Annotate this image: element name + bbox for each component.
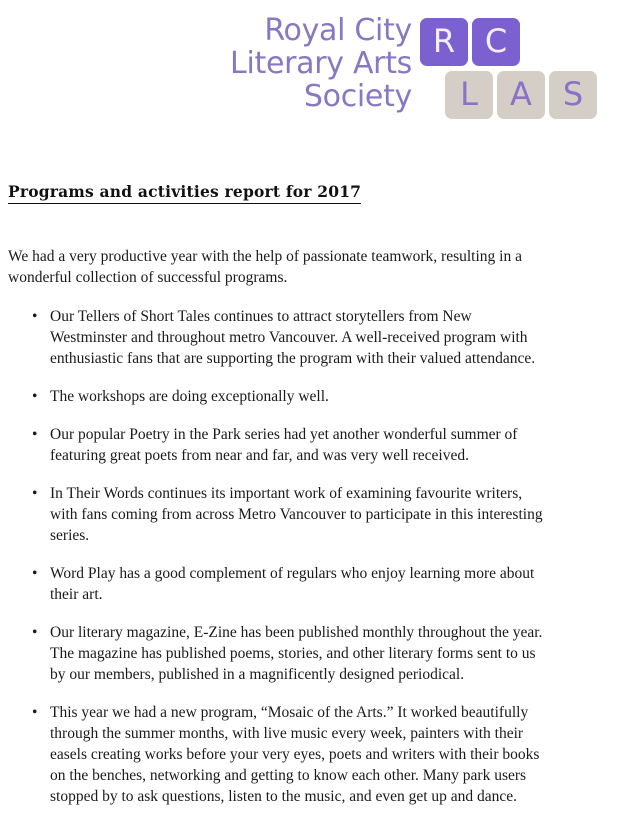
bullet-icon: • — [32, 565, 38, 582]
logo-tile-row-bottom — [445, 71, 605, 121]
list-item-text: Word Play has a good complement of regulars who enjoy learning more about their art. — [50, 565, 535, 603]
bullet-icon: • — [32, 624, 38, 641]
bullet-icon: • — [32, 388, 38, 405]
intro-paragraph: We had a very productive year with the help of passionate teamwork, resulting in a wonderful collection of successful programs. — [8, 248, 522, 286]
list-item-text: Our literary magazine, E-Zine has been published monthly throughout the year. The magazine has published poems, stories, and other literary forms sent to us by our members, published in a magnificently designed periodical. — [50, 624, 543, 683]
logo-tile-s: S — [549, 71, 597, 119]
logo-tile-grid — [420, 18, 605, 123]
list-item-text: In Their Words continues its important work of examining favourite writers, with fans coming from across Metro Vancouver to participate in this interesting series. — [50, 485, 543, 544]
document-body — [0, 140, 612, 807]
list-item-text: Our popular Poetry in the Park series had yet another wonderful summer of featuring great poets from near and far, and was very well received. — [50, 426, 518, 464]
list-item-text: This year we had a new program, “Mosaic of the Arts.” It worked beautifully through the summer months, with live music every week, painters with their easels creating works before your very eyes, poets and writers with their books on the benches, networking and getting to know each other. Many park users stopped by to ask questions, listen to the music, and even get up and dance. — [50, 704, 540, 805]
list-item-text: The workshops are doing exceptionally well. — [50, 388, 329, 405]
list-item — [8, 563, 548, 605]
list-item — [8, 483, 548, 546]
list-item — [8, 622, 548, 685]
logo-tile-row-top — [420, 18, 605, 68]
list-item — [8, 386, 548, 407]
logo-wordmark — [150, 14, 412, 113]
page-title: Programs and activities report for 2017 — [8, 182, 361, 204]
bullet-icon: • — [32, 426, 38, 443]
programs-bullet-list — [8, 306, 612, 807]
logo-wordmark-line-2: Literary Arts — [230, 46, 412, 81]
list-item-text: Our Tellers of Short Tales continues to attract storytellers from New Westminster and throughout metro Vancouver. A well-received program with enthusiastic fans that are supporting the program with their valued attendance. — [50, 308, 536, 367]
logo-tile-a: A — [497, 71, 545, 119]
logo-tile-r: R — [420, 18, 468, 66]
bullet-icon: • — [32, 704, 38, 721]
bullet-icon: • — [32, 485, 38, 502]
bullet-icon: • — [32, 308, 38, 325]
logo-header — [0, 0, 620, 140]
list-item — [8, 306, 548, 369]
list-item — [8, 702, 548, 807]
logo-tile-l: L — [445, 71, 493, 119]
list-item — [8, 424, 548, 466]
logo-wordmark-line-1: Royal City — [264, 13, 412, 48]
logo-tile-c: C — [472, 18, 520, 66]
logo-wordmark-line-3: Society — [303, 79, 412, 114]
